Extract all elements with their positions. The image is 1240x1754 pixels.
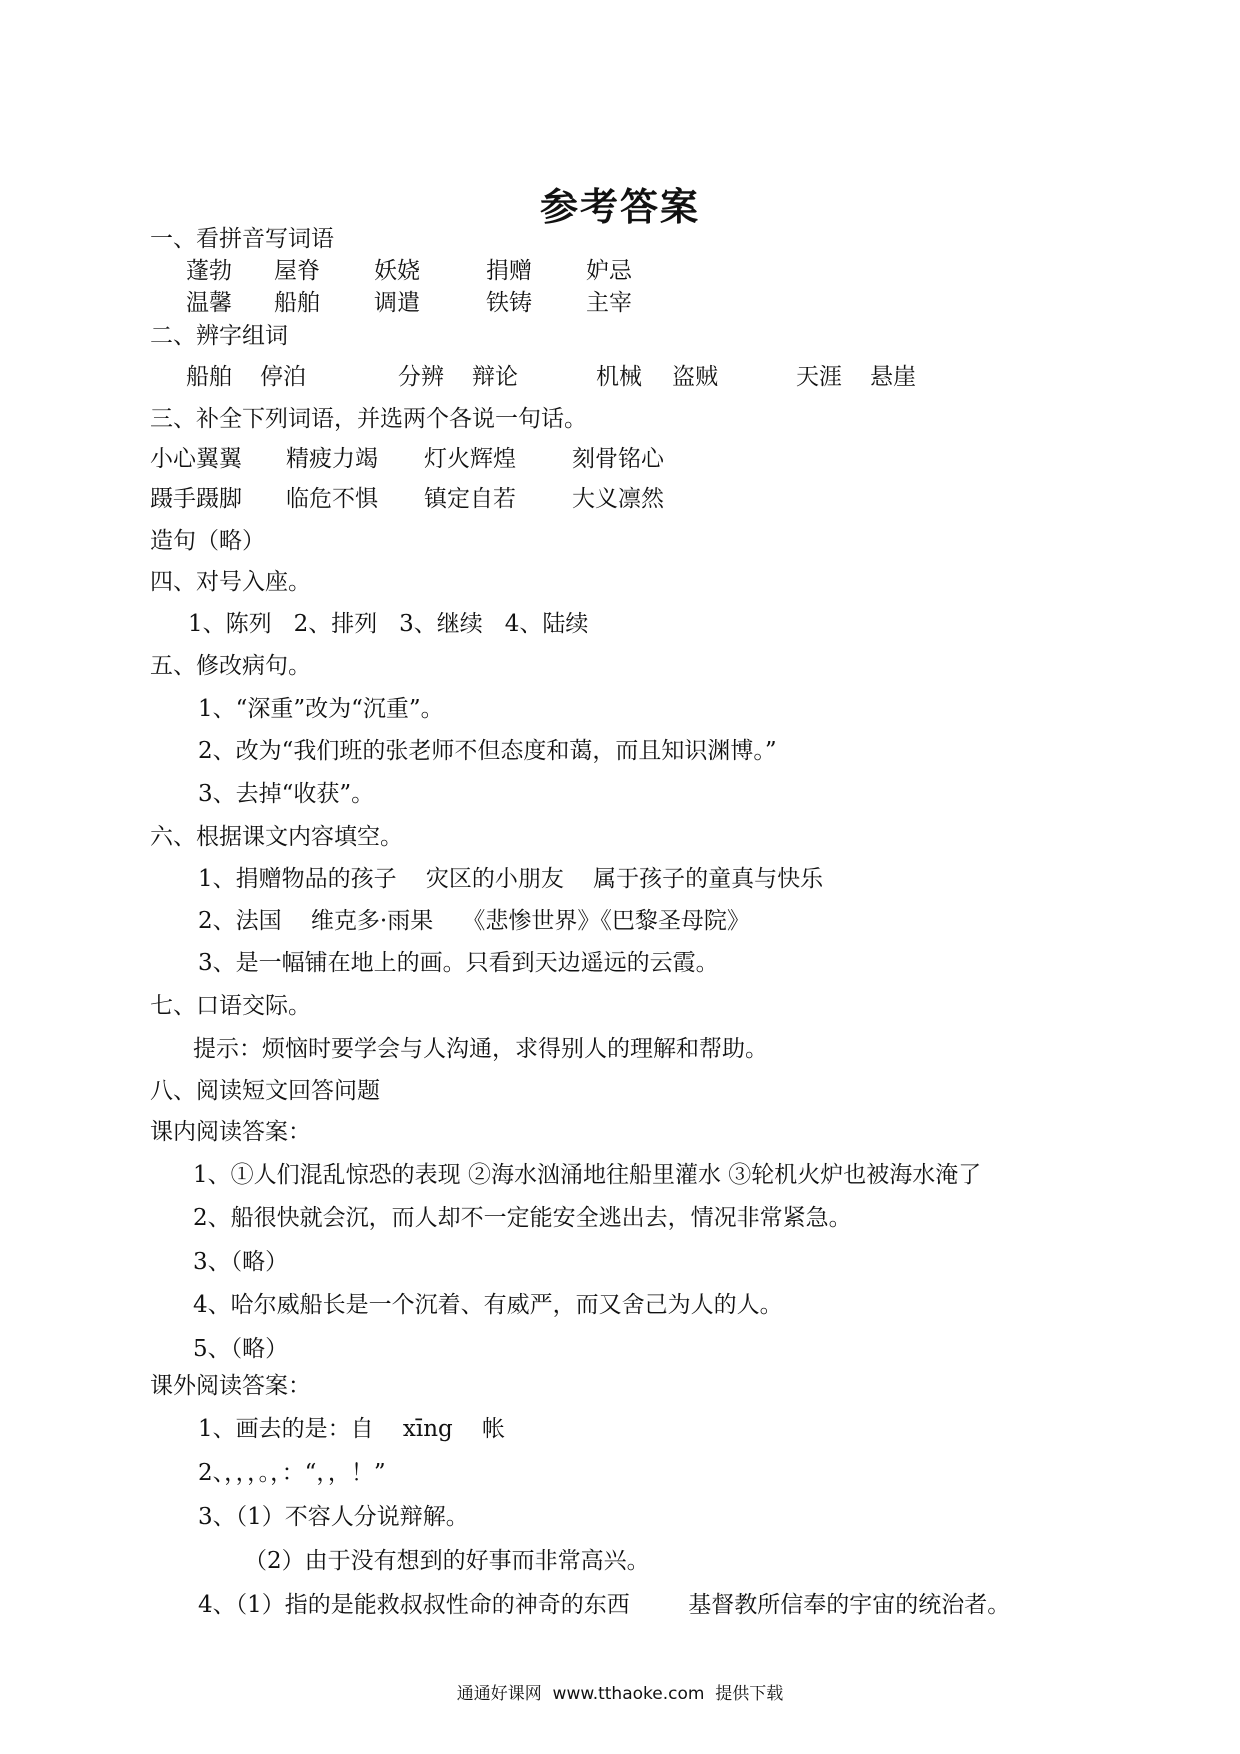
section-3-heading: 三、补全下列词语，并选两个各说一句话。	[150, 406, 587, 432]
s8-outer-item: 2、，，，。，：“，，！”	[198, 1460, 386, 1486]
s8-inner-label: 课内阅读答案：	[150, 1119, 311, 1145]
s3-idiom: 灯火辉煌	[424, 446, 516, 472]
s6-item: 3、是一幅铺在地上的画。只看到天边遥远的云霞。	[198, 950, 719, 976]
s8-inner-item: 1、①人们混乱惊恐的表现 ②海水汹涌地往船里灌水 ③轮机火炉也被海水淹了	[193, 1162, 982, 1188]
s2-word: 停泊	[260, 364, 306, 390]
s3-idiom: 大义凛然	[572, 486, 664, 512]
s5-item: 2、改为“我们班的张老师不但态度和蔼，而且知识渊博。”	[198, 738, 777, 764]
section-2-heading: 二、辨字组词	[150, 323, 288, 349]
s7-hint: 提示：烦恼时要学会与人沟通，求得别人的理解和帮助。	[193, 1036, 768, 1062]
s2-word: 天涯	[796, 364, 842, 390]
section-8-heading: 八、阅读短文回答问题	[150, 1078, 380, 1104]
s1-word: 铁铸	[486, 290, 532, 316]
s3-idiom: 刻骨铭心	[572, 446, 664, 472]
s8-outer-item: 3、（1）不容人分说辩解。	[198, 1504, 469, 1530]
s3-idiom: 精疲力竭	[286, 446, 378, 472]
s1-word: 船舶	[274, 290, 320, 316]
s6-item: 1、捐赠物品的孩子 灾区的小朋友 属于孩子的童真与快乐	[198, 866, 824, 892]
page-footer: 通通好课网 www.tthaoke.com 提供下载	[456, 1684, 784, 1704]
s8-inner-item: 5、（略）	[193, 1336, 289, 1362]
s2-word: 盗贼	[672, 364, 718, 390]
s1-word: 妒忌	[586, 258, 632, 284]
s8-outer-item: （2）由于没有想到的好事而非常高兴。	[244, 1548, 650, 1574]
section-6-heading: 六、根据课文内容填空。	[150, 824, 403, 850]
s1-word: 主宰	[586, 290, 632, 316]
s5-item: 1、“深重”改为“沉重”。	[198, 696, 444, 722]
s2-word: 机械	[596, 364, 642, 390]
s8-inner-item: 3、（略）	[193, 1249, 289, 1275]
s3-idiom: 镇定自若	[424, 486, 516, 512]
s1-word: 捐赠	[486, 258, 532, 284]
section-4-heading: 四、对号入座。	[150, 569, 311, 595]
s8-inner-item: 4、哈尔威船长是一个沉着、有威严，而又舍己为人的人。	[193, 1292, 783, 1318]
section-7-heading: 七、口语交际。	[150, 993, 311, 1019]
s3-idiom: 临危不惧	[286, 486, 378, 512]
s5-item: 3、去掉“收获”。	[198, 781, 375, 807]
s6-item: 2、法国 维克多·雨果 《悲惨世界》《巴黎圣母院》	[198, 908, 750, 934]
s1-word: 屋脊	[274, 258, 320, 284]
s3-idiom: 小心翼翼	[150, 446, 242, 472]
s8-outer-label: 课外阅读答案：	[150, 1373, 311, 1399]
s1-word: 调遣	[374, 290, 420, 316]
page-title: 参考答案	[539, 185, 700, 229]
s3-note: 造句（略）	[150, 528, 265, 554]
s8-outer-item: 4、（1）指的是能救叔叔性命的神奇的东西 基督教所信奉的宇宙的统治者。	[198, 1592, 1011, 1618]
s1-word: 温馨	[186, 290, 232, 316]
section-5-heading: 五、修改病句。	[150, 653, 311, 679]
s1-word: 蓬勃	[186, 258, 232, 284]
s2-word: 悬崖	[870, 364, 916, 390]
s4-answer: 1、陈列 2、排列 3、继续 4、陆续	[188, 611, 589, 637]
s8-inner-item: 2、船很快就会沉，而人却不一定能安全逃出去，情况非常紧急。	[193, 1205, 852, 1231]
s2-word: 船舶	[186, 364, 232, 390]
s2-word: 辩论	[472, 364, 518, 390]
section-1-heading: 一、看拼音写词语	[150, 226, 334, 252]
s8-outer-item: 1、画去的是：自 xīng 帐	[198, 1416, 505, 1442]
s2-word: 分辨	[398, 364, 444, 390]
s3-idiom: 蹑手蹑脚	[150, 486, 242, 512]
s1-word: 妖娆	[374, 258, 420, 284]
